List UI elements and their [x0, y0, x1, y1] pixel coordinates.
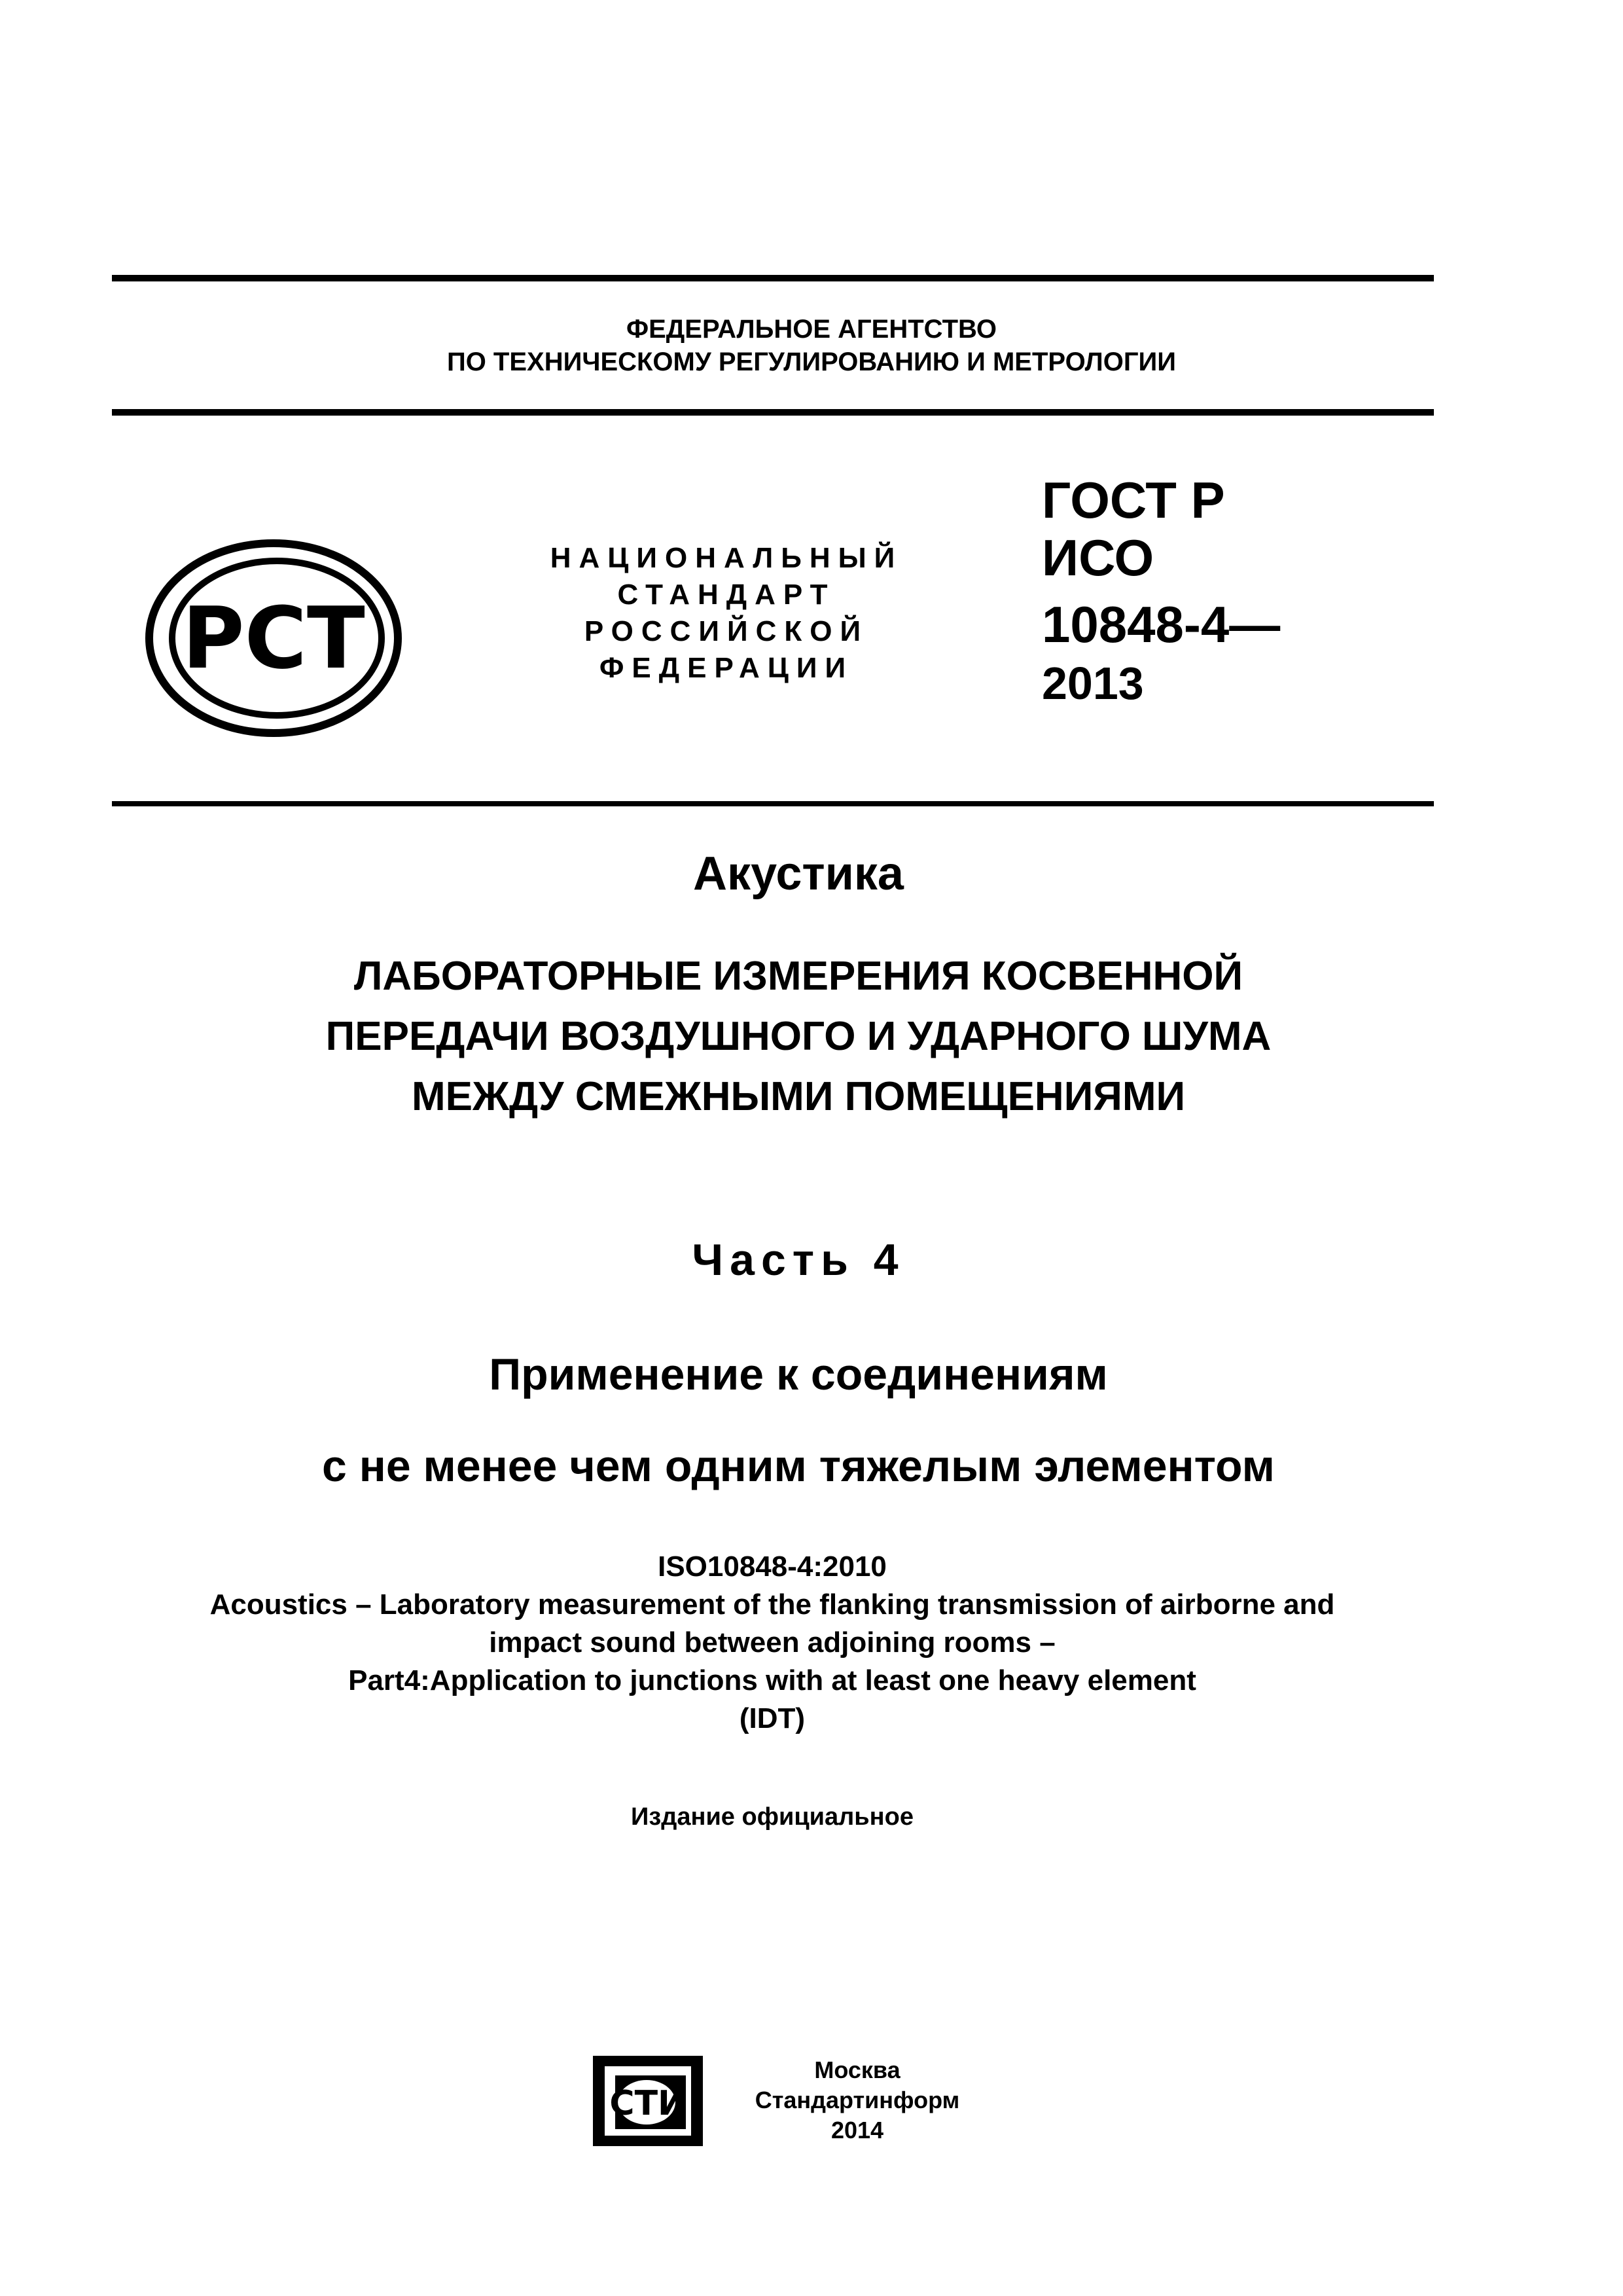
main-title-line-3: МЕЖДУ СМЕЖНЫМИ ПОМЕЩЕНИЯМИ — [411, 1074, 1186, 1119]
standartinform-logo-icon — [589, 2052, 707, 2150]
edition-label: Издание официальное — [631, 1803, 914, 1831]
iso-title-line-2: impact sound between adjoining rooms – — [489, 1626, 1056, 1659]
iso-title-line-1: Acoustics – Laboratory measurement of the flanking transmission of airborne and — [209, 1588, 1335, 1621]
publisher-city: Москва — [814, 2056, 901, 2083]
iso-identity: (IDT) — [739, 1702, 806, 1734]
main-title-line-2: ПЕРЕДАЧИ ВОЗДУШНОГО И УДАРНОГО ШУМА — [325, 1014, 1272, 1059]
standard-type-line-3: РОССИЙСКОЙ — [584, 615, 869, 647]
designation-line-3: 10848-4— — [1042, 596, 1281, 653]
gost-r-emblem-icon — [143, 537, 404, 740]
designation-rule — [112, 801, 1434, 806]
iso-title-line-3: Part4:Application to junctions with at least one heavy element — [348, 1664, 1196, 1696]
svg-text:РСТ: РСТ — [182, 588, 365, 688]
iso-number: ISO10848-4:2010 — [658, 1551, 887, 1583]
standard-type-line-4: ФЕДЕРАЦИИ — [599, 652, 854, 684]
part-title-line-1: Применение к соединениям — [489, 1350, 1108, 1399]
designation-line-2: ИСО — [1042, 529, 1154, 586]
general-title: Акустика — [693, 848, 904, 900]
svg-text:СТИ: СТИ — [609, 2084, 687, 2123]
top-rule — [112, 275, 1434, 281]
publisher-name: Стандартинформ — [755, 2087, 960, 2113]
agency-line-2: ПО ТЕХНИЧЕСКОМУ РЕГУЛИРОВАНИЮ И МЕТРОЛОГИИ — [446, 348, 1177, 376]
agency-line-1: ФЕДЕРАЛЬНОЕ АГЕНТСТВО — [626, 315, 997, 344]
part-number: Часть 4 — [692, 1235, 905, 1285]
designation-line-1: ГОСТ Р — [1042, 471, 1225, 529]
standard-type-line-2: СТАНДАРТ — [617, 579, 836, 611]
publisher-year: 2014 — [830, 2117, 884, 2144]
header-rule — [112, 409, 1434, 416]
designation-line-4: 2013 — [1042, 658, 1144, 709]
part-title-line-2: с не менее чем одним тяжелым элементом — [322, 1441, 1275, 1491]
standard-type-line-1: НАЦИОНАЛЬНЫЙ — [550, 542, 903, 574]
main-title-line-1: ЛАБОРАТОРНЫЕ ИЗМЕРЕНИЯ КОСВЕННОЙ — [353, 954, 1243, 999]
